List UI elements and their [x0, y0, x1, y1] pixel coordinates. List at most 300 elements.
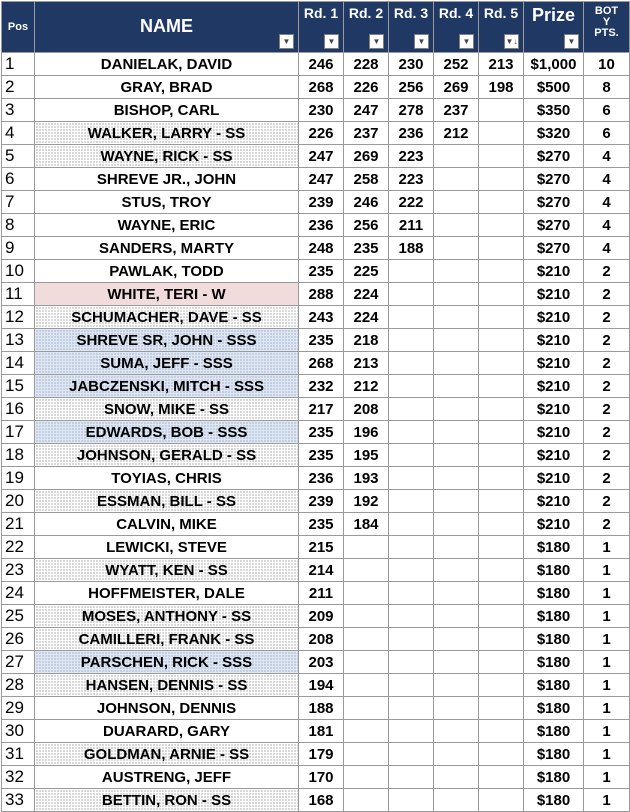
- rd1-score-cell[interactable]: 239: [299, 191, 344, 214]
- prize-cell[interactable]: $180: [524, 559, 584, 582]
- player-name-cell[interactable]: CAMILLERI, FRANK - SS: [35, 628, 299, 651]
- rd5-score-cell[interactable]: [479, 99, 524, 122]
- rd4-score-cell[interactable]: [434, 421, 479, 444]
- boty-points-cell[interactable]: 2: [584, 513, 630, 536]
- rd5-score-cell[interactable]: [479, 329, 524, 352]
- player-name-cell[interactable]: SANDERS, MARTY: [35, 237, 299, 260]
- boty-points-cell[interactable]: 1: [584, 536, 630, 559]
- rd4-score-cell[interactable]: [434, 490, 479, 513]
- dropdown-arrow-icon[interactable]: ▼: [564, 34, 579, 49]
- rd4-score-cell[interactable]: [434, 191, 479, 214]
- boty-points-cell[interactable]: 2: [584, 421, 630, 444]
- rd1-score-cell[interactable]: 235: [299, 329, 344, 352]
- rd4-score-cell[interactable]: [434, 651, 479, 674]
- rd5-score-cell[interactable]: 213: [479, 53, 524, 76]
- rd4-score-cell[interactable]: [434, 559, 479, 582]
- player-name-cell[interactable]: SHREVE JR., JOHN: [35, 168, 299, 191]
- rd1-score-cell[interactable]: 226: [299, 122, 344, 145]
- position-cell[interactable]: 33: [2, 789, 35, 812]
- boty-points-cell[interactable]: 1: [584, 582, 630, 605]
- player-name-cell[interactable]: AUSTRENG, JEFF: [35, 766, 299, 789]
- player-name-cell[interactable]: WALKER, LARRY - SS: [35, 122, 299, 145]
- rd5-score-cell[interactable]: [479, 559, 524, 582]
- rd5-score-cell[interactable]: [479, 651, 524, 674]
- rd5-score-cell[interactable]: [479, 352, 524, 375]
- prize-cell[interactable]: $180: [524, 628, 584, 651]
- rd1-score-cell[interactable]: 170: [299, 766, 344, 789]
- player-name-cell[interactable]: BETTIN, RON - SS: [35, 789, 299, 812]
- rd4-score-cell[interactable]: 212: [434, 122, 479, 145]
- rd2-score-cell[interactable]: 247: [344, 99, 389, 122]
- rd3-score-cell[interactable]: 236: [389, 122, 434, 145]
- position-cell[interactable]: 32: [2, 766, 35, 789]
- boty-points-cell[interactable]: 2: [584, 375, 630, 398]
- rd3-score-cell[interactable]: [389, 421, 434, 444]
- rd3-score-cell[interactable]: [389, 398, 434, 421]
- position-cell[interactable]: 20: [2, 490, 35, 513]
- position-cell[interactable]: 23: [2, 559, 35, 582]
- prize-cell[interactable]: $210: [524, 398, 584, 421]
- rd1-score-cell[interactable]: 236: [299, 467, 344, 490]
- dropdown-arrow-icon[interactable]: ▼: [369, 34, 384, 49]
- rd1-score-cell[interactable]: 236: [299, 214, 344, 237]
- rd3-score-cell[interactable]: 222: [389, 191, 434, 214]
- player-name-cell[interactable]: WYATT, KEN - SS: [35, 559, 299, 582]
- rd1-score-cell[interactable]: 235: [299, 444, 344, 467]
- rd2-score-cell[interactable]: 235: [344, 237, 389, 260]
- rd3-score-cell[interactable]: 278: [389, 99, 434, 122]
- rd4-score-cell[interactable]: [434, 674, 479, 697]
- rd2-score-cell[interactable]: 246: [344, 191, 389, 214]
- rd1-score-cell[interactable]: 215: [299, 536, 344, 559]
- rd3-score-cell[interactable]: 211: [389, 214, 434, 237]
- rd3-score-cell[interactable]: [389, 559, 434, 582]
- prize-cell[interactable]: $210: [524, 375, 584, 398]
- position-cell[interactable]: 18: [2, 444, 35, 467]
- position-cell[interactable]: 6: [2, 168, 35, 191]
- rd1-score-cell[interactable]: 168: [299, 789, 344, 812]
- player-name-cell[interactable]: BISHOP, CARL: [35, 99, 299, 122]
- prize-cell[interactable]: $180: [524, 789, 584, 812]
- rd5-score-cell[interactable]: [479, 444, 524, 467]
- player-name-cell[interactable]: STUS, TROY: [35, 191, 299, 214]
- rd1-score-cell[interactable]: 239: [299, 490, 344, 513]
- rd3-score-cell[interactable]: [389, 306, 434, 329]
- player-name-cell[interactable]: WHITE, TERI - W: [35, 283, 299, 306]
- rd4-score-cell[interactable]: [434, 283, 479, 306]
- rd3-score-cell[interactable]: [389, 444, 434, 467]
- rd4-score-cell[interactable]: [434, 214, 479, 237]
- boty-points-cell[interactable]: 2: [584, 283, 630, 306]
- boty-points-cell[interactable]: 2: [584, 352, 630, 375]
- rd1-score-cell[interactable]: 268: [299, 352, 344, 375]
- boty-points-cell[interactable]: 1: [584, 697, 630, 720]
- prize-cell[interactable]: $1,000: [524, 53, 584, 76]
- position-cell[interactable]: 19: [2, 467, 35, 490]
- rd3-score-cell[interactable]: [389, 674, 434, 697]
- boty-points-cell[interactable]: 2: [584, 306, 630, 329]
- prize-cell[interactable]: $180: [524, 766, 584, 789]
- rd2-score-cell[interactable]: [344, 651, 389, 674]
- rd4-score-cell[interactable]: [434, 582, 479, 605]
- prize-cell[interactable]: $210: [524, 260, 584, 283]
- rd1-score-cell[interactable]: 188: [299, 697, 344, 720]
- rd4-score-cell[interactable]: 237: [434, 99, 479, 122]
- player-name-cell[interactable]: SNOW, MIKE - SS: [35, 398, 299, 421]
- position-cell[interactable]: 11: [2, 283, 35, 306]
- rd3-score-cell[interactable]: [389, 605, 434, 628]
- rd3-score-cell[interactable]: [389, 467, 434, 490]
- rd5-score-cell[interactable]: [479, 398, 524, 421]
- player-name-cell[interactable]: SHREVE SR, JOHN - SSS: [35, 329, 299, 352]
- rd1-score-cell[interactable]: 235: [299, 421, 344, 444]
- position-cell[interactable]: 25: [2, 605, 35, 628]
- position-cell[interactable]: 13: [2, 329, 35, 352]
- player-name-cell[interactable]: PAWLAK, TODD: [35, 260, 299, 283]
- position-cell[interactable]: 30: [2, 720, 35, 743]
- position-cell[interactable]: 1: [2, 53, 35, 76]
- rd4-score-cell[interactable]: [434, 513, 479, 536]
- rd4-score-cell[interactable]: [434, 789, 479, 812]
- boty-points-cell[interactable]: 4: [584, 191, 630, 214]
- boty-points-cell[interactable]: 1: [584, 674, 630, 697]
- rd2-score-cell[interactable]: 218: [344, 329, 389, 352]
- rd5-score-cell[interactable]: [479, 375, 524, 398]
- rd2-score-cell[interactable]: [344, 628, 389, 651]
- boty-points-cell[interactable]: 1: [584, 605, 630, 628]
- rd5-score-cell[interactable]: [479, 145, 524, 168]
- rd4-score-cell[interactable]: 252: [434, 53, 479, 76]
- rd5-score-cell[interactable]: [479, 260, 524, 283]
- position-cell[interactable]: 27: [2, 651, 35, 674]
- rd1-score-cell[interactable]: 232: [299, 375, 344, 398]
- rd4-score-cell[interactable]: [434, 375, 479, 398]
- rd2-score-cell[interactable]: [344, 720, 389, 743]
- position-cell[interactable]: 5: [2, 145, 35, 168]
- position-cell[interactable]: 15: [2, 375, 35, 398]
- position-cell[interactable]: 7: [2, 191, 35, 214]
- rd1-score-cell[interactable]: 235: [299, 513, 344, 536]
- player-name-cell[interactable]: GOLDMAN, ARNIE - SS: [35, 743, 299, 766]
- rd3-score-cell[interactable]: [389, 651, 434, 674]
- rd2-score-cell[interactable]: 228: [344, 53, 389, 76]
- rd2-score-cell[interactable]: 225: [344, 260, 389, 283]
- rd2-score-cell[interactable]: 196: [344, 421, 389, 444]
- rd1-score-cell[interactable]: 181: [299, 720, 344, 743]
- rd1-score-cell[interactable]: 288: [299, 283, 344, 306]
- rd3-score-cell[interactable]: [389, 375, 434, 398]
- prize-cell[interactable]: $210: [524, 306, 584, 329]
- position-cell[interactable]: 10: [2, 260, 35, 283]
- player-name-cell[interactable]: ESSMAN, BILL - SS: [35, 490, 299, 513]
- rd3-score-cell[interactable]: [389, 490, 434, 513]
- prize-cell[interactable]: $320: [524, 122, 584, 145]
- rd4-score-cell[interactable]: [434, 145, 479, 168]
- rd5-score-cell[interactable]: [479, 720, 524, 743]
- prize-cell[interactable]: $180: [524, 536, 584, 559]
- prize-cell[interactable]: $180: [524, 743, 584, 766]
- rd2-score-cell[interactable]: [344, 559, 389, 582]
- sort-descending-icon[interactable]: ▼↓: [504, 34, 519, 49]
- rd1-score-cell[interactable]: 246: [299, 53, 344, 76]
- boty-points-cell[interactable]: 1: [584, 651, 630, 674]
- player-name-cell[interactable]: HANSEN, DENNIS - SS: [35, 674, 299, 697]
- dropdown-arrow-icon[interactable]: ▼: [279, 34, 294, 49]
- rd3-score-cell[interactable]: [389, 352, 434, 375]
- prize-cell[interactable]: $180: [524, 651, 584, 674]
- prize-cell[interactable]: $500: [524, 76, 584, 99]
- boty-points-cell[interactable]: 1: [584, 789, 630, 812]
- player-name-cell[interactable]: SCHUMACHER, DAVE - SS: [35, 306, 299, 329]
- position-cell[interactable]: 31: [2, 743, 35, 766]
- rd4-score-cell[interactable]: [434, 352, 479, 375]
- boty-points-cell[interactable]: 2: [584, 398, 630, 421]
- rd1-score-cell[interactable]: 179: [299, 743, 344, 766]
- rd5-score-cell[interactable]: [479, 490, 524, 513]
- rd5-score-cell[interactable]: [479, 237, 524, 260]
- boty-points-cell[interactable]: 4: [584, 145, 630, 168]
- rd5-score-cell[interactable]: [479, 168, 524, 191]
- boty-points-cell[interactable]: 1: [584, 559, 630, 582]
- rd4-score-cell[interactable]: [434, 306, 479, 329]
- position-cell[interactable]: 8: [2, 214, 35, 237]
- player-name-cell[interactable]: CALVIN, MIKE: [35, 513, 299, 536]
- dropdown-arrow-icon[interactable]: ▼: [459, 34, 474, 49]
- rd2-score-cell[interactable]: [344, 582, 389, 605]
- boty-points-cell[interactable]: 8: [584, 76, 630, 99]
- rd2-score-cell[interactable]: [344, 536, 389, 559]
- rd5-score-cell[interactable]: [479, 214, 524, 237]
- rd4-score-cell[interactable]: [434, 398, 479, 421]
- position-cell[interactable]: 29: [2, 697, 35, 720]
- prize-cell[interactable]: $180: [524, 697, 584, 720]
- rd3-score-cell[interactable]: [389, 582, 434, 605]
- prize-cell[interactable]: $180: [524, 582, 584, 605]
- rd1-score-cell[interactable]: 214: [299, 559, 344, 582]
- rd1-score-cell[interactable]: 243: [299, 306, 344, 329]
- boty-points-cell[interactable]: 2: [584, 444, 630, 467]
- rd4-score-cell[interactable]: [434, 467, 479, 490]
- rd1-score-cell[interactable]: 248: [299, 237, 344, 260]
- position-cell[interactable]: 16: [2, 398, 35, 421]
- prize-cell[interactable]: $210: [524, 352, 584, 375]
- boty-points-cell[interactable]: 4: [584, 214, 630, 237]
- rd4-score-cell[interactable]: [434, 720, 479, 743]
- rd1-score-cell[interactable]: 247: [299, 145, 344, 168]
- rd5-score-cell[interactable]: [479, 766, 524, 789]
- prize-cell[interactable]: $210: [524, 467, 584, 490]
- position-cell[interactable]: 4: [2, 122, 35, 145]
- player-name-cell[interactable]: DUARARD, GARY: [35, 720, 299, 743]
- prize-cell[interactable]: $350: [524, 99, 584, 122]
- dropdown-arrow-icon[interactable]: ▼: [414, 34, 429, 49]
- rd4-score-cell[interactable]: [434, 743, 479, 766]
- position-cell[interactable]: 3: [2, 99, 35, 122]
- rd2-score-cell[interactable]: [344, 674, 389, 697]
- player-name-cell[interactable]: EDWARDS, BOB - SSS: [35, 421, 299, 444]
- prize-cell[interactable]: $270: [524, 191, 584, 214]
- prize-cell[interactable]: $270: [524, 214, 584, 237]
- rd1-score-cell[interactable]: 194: [299, 674, 344, 697]
- rd3-score-cell[interactable]: [389, 329, 434, 352]
- prize-cell[interactable]: $180: [524, 720, 584, 743]
- rd4-score-cell[interactable]: 269: [434, 76, 479, 99]
- prize-cell[interactable]: $270: [524, 237, 584, 260]
- position-cell[interactable]: 9: [2, 237, 35, 260]
- player-name-cell[interactable]: JABCZENSKI, MITCH - SSS: [35, 375, 299, 398]
- rd3-score-cell[interactable]: 188: [389, 237, 434, 260]
- rd5-score-cell[interactable]: [479, 628, 524, 651]
- rd4-score-cell[interactable]: [434, 766, 479, 789]
- position-cell[interactable]: 2: [2, 76, 35, 99]
- rd5-score-cell[interactable]: 198: [479, 76, 524, 99]
- boty-points-cell[interactable]: 1: [584, 720, 630, 743]
- rd2-score-cell[interactable]: 269: [344, 145, 389, 168]
- position-cell[interactable]: 21: [2, 513, 35, 536]
- prize-cell[interactable]: $210: [524, 490, 584, 513]
- rd5-score-cell[interactable]: [479, 421, 524, 444]
- boty-points-cell[interactable]: 2: [584, 467, 630, 490]
- boty-points-cell[interactable]: 4: [584, 168, 630, 191]
- rd3-score-cell[interactable]: [389, 697, 434, 720]
- rd5-score-cell[interactable]: [479, 789, 524, 812]
- rd1-score-cell[interactable]: 208: [299, 628, 344, 651]
- rd2-score-cell[interactable]: [344, 743, 389, 766]
- player-name-cell[interactable]: WAYNE, ERIC: [35, 214, 299, 237]
- position-cell[interactable]: 17: [2, 421, 35, 444]
- rd4-score-cell[interactable]: [434, 628, 479, 651]
- rd5-score-cell[interactable]: [479, 513, 524, 536]
- rd1-score-cell[interactable]: 247: [299, 168, 344, 191]
- rd3-score-cell[interactable]: 256: [389, 76, 434, 99]
- position-cell[interactable]: 14: [2, 352, 35, 375]
- rd3-score-cell[interactable]: 223: [389, 145, 434, 168]
- player-name-cell[interactable]: DANIELAK, DAVID: [35, 53, 299, 76]
- boty-points-cell[interactable]: 6: [584, 122, 630, 145]
- rd1-score-cell[interactable]: 217: [299, 398, 344, 421]
- rd3-score-cell[interactable]: [389, 283, 434, 306]
- prize-cell[interactable]: $180: [524, 605, 584, 628]
- position-cell[interactable]: 28: [2, 674, 35, 697]
- rd5-score-cell[interactable]: [479, 191, 524, 214]
- rd2-score-cell[interactable]: 192: [344, 490, 389, 513]
- boty-points-cell[interactable]: 2: [584, 260, 630, 283]
- rd5-score-cell[interactable]: [479, 536, 524, 559]
- rd3-score-cell[interactable]: [389, 260, 434, 283]
- boty-points-cell[interactable]: 6: [584, 99, 630, 122]
- rd3-score-cell[interactable]: 223: [389, 168, 434, 191]
- prize-cell[interactable]: $180: [524, 674, 584, 697]
- prize-cell[interactable]: $270: [524, 145, 584, 168]
- player-name-cell[interactable]: PARSCHEN, RICK - SSS: [35, 651, 299, 674]
- rd5-score-cell[interactable]: [479, 283, 524, 306]
- rd2-score-cell[interactable]: 193: [344, 467, 389, 490]
- rd4-score-cell[interactable]: [434, 329, 479, 352]
- rd2-score-cell[interactable]: 184: [344, 513, 389, 536]
- rd3-score-cell[interactable]: [389, 536, 434, 559]
- position-cell[interactable]: 26: [2, 628, 35, 651]
- rd3-score-cell[interactable]: [389, 513, 434, 536]
- prize-cell[interactable]: $210: [524, 329, 584, 352]
- rd3-score-cell[interactable]: [389, 766, 434, 789]
- rd4-score-cell[interactable]: [434, 444, 479, 467]
- rd4-score-cell[interactable]: [434, 168, 479, 191]
- rd5-score-cell[interactable]: [479, 605, 524, 628]
- rd1-score-cell[interactable]: 209: [299, 605, 344, 628]
- player-name-cell[interactable]: JOHNSON, DENNIS: [35, 697, 299, 720]
- boty-points-cell[interactable]: 1: [584, 766, 630, 789]
- rd2-score-cell[interactable]: 237: [344, 122, 389, 145]
- rd3-score-cell[interactable]: [389, 789, 434, 812]
- rd5-score-cell[interactable]: [479, 697, 524, 720]
- position-cell[interactable]: 22: [2, 536, 35, 559]
- rd4-score-cell[interactable]: [434, 605, 479, 628]
- rd3-score-cell[interactable]: 230: [389, 53, 434, 76]
- boty-points-cell[interactable]: 4: [584, 237, 630, 260]
- rd5-score-cell[interactable]: [479, 743, 524, 766]
- rd2-score-cell[interactable]: 212: [344, 375, 389, 398]
- player-name-cell[interactable]: TOYIAS, CHRIS: [35, 467, 299, 490]
- rd2-score-cell[interactable]: [344, 605, 389, 628]
- dropdown-arrow-icon[interactable]: ▼: [324, 34, 339, 49]
- rd2-score-cell[interactable]: [344, 697, 389, 720]
- rd1-score-cell[interactable]: 268: [299, 76, 344, 99]
- rd5-score-cell[interactable]: [479, 674, 524, 697]
- rd2-score-cell[interactable]: [344, 766, 389, 789]
- boty-points-cell[interactable]: 2: [584, 490, 630, 513]
- rd4-score-cell[interactable]: [434, 697, 479, 720]
- boty-points-cell[interactable]: 1: [584, 743, 630, 766]
- rd4-score-cell[interactable]: [434, 260, 479, 283]
- player-name-cell[interactable]: MOSES, ANTHONY - SS: [35, 605, 299, 628]
- rd3-score-cell[interactable]: [389, 720, 434, 743]
- rd3-score-cell[interactable]: [389, 743, 434, 766]
- rd5-score-cell[interactable]: [479, 582, 524, 605]
- player-name-cell[interactable]: SUMA, JEFF - SSS: [35, 352, 299, 375]
- prize-cell[interactable]: $210: [524, 283, 584, 306]
- rd3-score-cell[interactable]: [389, 628, 434, 651]
- position-cell[interactable]: 24: [2, 582, 35, 605]
- boty-points-cell[interactable]: 2: [584, 329, 630, 352]
- rd5-score-cell[interactable]: [479, 122, 524, 145]
- rd2-score-cell[interactable]: 224: [344, 306, 389, 329]
- rd5-score-cell[interactable]: [479, 306, 524, 329]
- rd4-score-cell[interactable]: [434, 237, 479, 260]
- player-name-cell[interactable]: GRAY, BRAD: [35, 76, 299, 99]
- rd2-score-cell[interactable]: 213: [344, 352, 389, 375]
- prize-cell[interactable]: $210: [524, 444, 584, 467]
- rd5-score-cell[interactable]: [479, 467, 524, 490]
- rd2-score-cell[interactable]: 258: [344, 168, 389, 191]
- rd1-score-cell[interactable]: 235: [299, 260, 344, 283]
- rd4-score-cell[interactable]: [434, 536, 479, 559]
- player-name-cell[interactable]: WAYNE, RICK - SS: [35, 145, 299, 168]
- prize-cell[interactable]: $210: [524, 421, 584, 444]
- rd2-score-cell[interactable]: 195: [344, 444, 389, 467]
- position-cell[interactable]: 12: [2, 306, 35, 329]
- player-name-cell[interactable]: LEWICKI, STEVE: [35, 536, 299, 559]
- player-name-cell[interactable]: JOHNSON, GERALD - SS: [35, 444, 299, 467]
- prize-cell[interactable]: $210: [524, 513, 584, 536]
- boty-points-cell[interactable]: 1: [584, 628, 630, 651]
- rd2-score-cell[interactable]: 208: [344, 398, 389, 421]
- rd1-score-cell[interactable]: 203: [299, 651, 344, 674]
- boty-points-cell[interactable]: 10: [584, 53, 630, 76]
- rd1-score-cell[interactable]: 230: [299, 99, 344, 122]
- rd1-score-cell[interactable]: 211: [299, 582, 344, 605]
- rd2-score-cell[interactable]: 256: [344, 214, 389, 237]
- rd2-score-cell[interactable]: [344, 789, 389, 812]
